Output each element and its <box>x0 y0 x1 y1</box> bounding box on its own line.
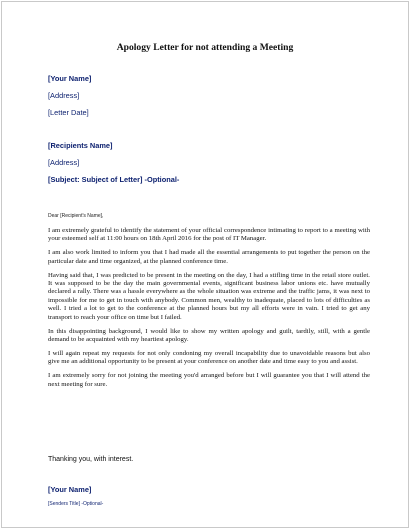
closing-line: Thanking you, with interest. <box>48 456 134 463</box>
letter-body <box>48 227 370 395</box>
salutation: Dear [Recipient's Name], <box>48 213 104 219</box>
sender-address: [Address] <box>48 91 80 100</box>
letter-title: Apology Letter for not attending a Meeting <box>116 42 294 53</box>
recipient-name: [Recipients Name] <box>48 141 113 150</box>
body-paragraph: Having said that, I was predicted to be present in the meeting on the day, I had a stifling time in the retail store outlet. It was supposed to be the day the main governmental events, significant business labor unions etc. have mutually declared a rally. There was a hassle everywhere as the whole situation was extreme and the traffic jams, it was next to impossible for me to get in touch with anybody. Common men, wealthy to inadequate, placed to lots of difficulties as well. I tried a lot to get to the conference at the planned hours but my all efforts were in vain. I tried to get any transport to reach your office on time but I failed. <box>48 271 370 321</box>
sender-name: [Your Name] <box>48 74 92 83</box>
signature-title: [Senders Title] -Optional- <box>48 501 104 507</box>
recipient-address: [Address] <box>48 158 80 167</box>
body-paragraph: I am extremely sorry for not joining the meeting you'd arranged before but I will guarantee you that I will attend the next meeting for sure. <box>48 372 370 388</box>
body-paragraph: I am also work limited to inform you that I had made all the essential arrangements to put together the person on the particular date and time organized, at the planned conference time. <box>48 249 370 265</box>
letter-page <box>1 1 409 528</box>
body-paragraph: I am extremely grateful to identify the statement of your official correspondence intimating to report to a meeting with your esteemed self at 11:00 hours on 18th April 2016 for the post of IT Manager. <box>48 227 370 243</box>
body-paragraph: In this disappointing background, I would like to show my written apology and guilt, tardily, still, with a gentle demand to be acquainted with my heartiest apology. <box>48 327 370 343</box>
letter-subject: [Subject: Subject of Letter] -Optional- <box>48 175 180 184</box>
body-paragraph: I will again repeat my requests for not only condoning my overall incapability due to unavoidable reasons but also give me an additional opportunity to be present at your conference on another date and time easy to you and assist. <box>48 349 370 366</box>
letter-date: [Letter Date] <box>48 108 89 117</box>
signature-name: [Your Name] <box>48 485 92 494</box>
